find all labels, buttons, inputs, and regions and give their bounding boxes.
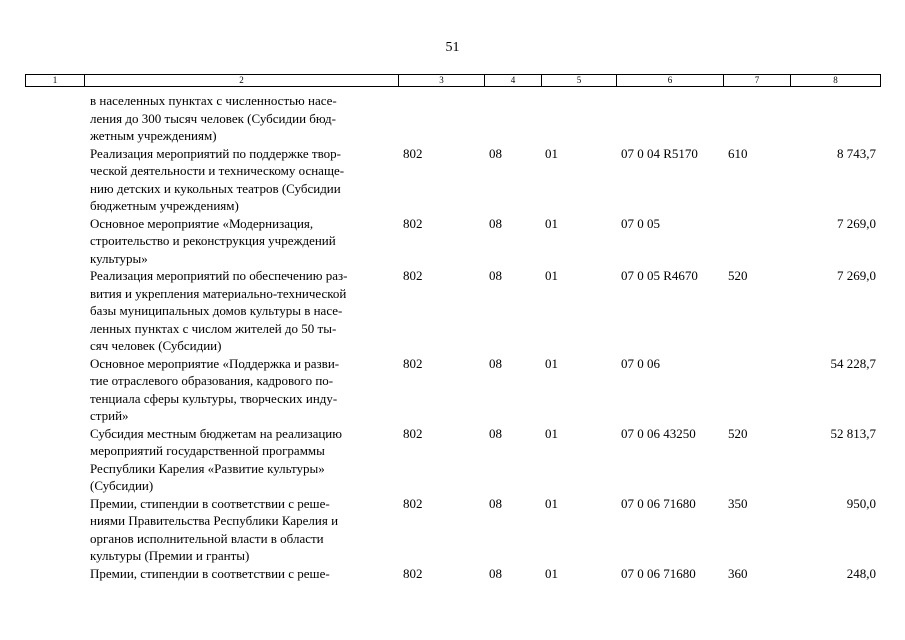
description-line: Основное мероприятие «Поддержка и разви-	[90, 355, 340, 371]
description-line: тенциала сферы культуры, творческих инду-	[90, 390, 338, 406]
description-line: культуры»	[90, 250, 148, 266]
description-line: (Субсидии)	[90, 478, 154, 493]
target-article-code: 07 0 06 43250	[621, 425, 696, 441]
description-line: вития и укрепления материально-технической	[90, 285, 347, 301]
ministry-code: 802	[403, 268, 423, 283]
description-line: тие отраслевого образования, кадрового по-	[90, 373, 334, 388]
column-number: 4	[485, 75, 542, 87]
section-code: 08	[489, 495, 502, 511]
section-code: 08	[489, 145, 502, 161]
amount: 52 813,7	[830, 425, 876, 441]
description-line: нию детских и кукольных театров (Субсидии	[90, 180, 341, 196]
description-line: Республики Карелия «Развитие культуры»	[90, 460, 325, 476]
section-code: 08	[489, 425, 502, 441]
row-description	[90, 355, 395, 425]
description-line: ниями Правительства Республики Карелия и	[90, 513, 339, 528]
ministry-code: 802	[403, 565, 423, 581]
description-line: Реализация мероприятий по обеспечению раз-	[90, 268, 348, 283]
table-row	[0, 92, 905, 145]
subsection-code: 01	[545, 425, 558, 441]
subsection-code: 01	[545, 145, 558, 161]
column-number: 6	[617, 75, 724, 87]
description-line: базы муниципальных домов культуры в насе-	[90, 303, 343, 318]
table-row	[0, 425, 905, 495]
subsection-code: 01	[545, 565, 558, 581]
table-row	[0, 267, 905, 355]
description-line: бюджетным учреждениям)	[90, 198, 239, 213]
description-line: Реализация мероприятий по поддержке твор-	[90, 145, 341, 161]
target-article-code: 07 0 05	[621, 215, 660, 231]
ministry-code: 802	[403, 425, 423, 441]
section-code: 08	[489, 355, 502, 371]
page-number: 51	[445, 40, 460, 55]
description-line: Субсидия местным бюджетам на реализацию	[90, 425, 342, 441]
column-number: 3	[399, 75, 485, 87]
section-code: 08	[489, 565, 502, 581]
expense-type-code: 360	[728, 565, 748, 581]
table-row	[0, 495, 905, 565]
table-row	[0, 145, 905, 215]
description-line: стрий»	[90, 408, 129, 423]
ministry-code: 802	[403, 145, 423, 161]
target-article-code: 07 0 06	[621, 355, 660, 371]
subsection-code: 01	[545, 268, 558, 283]
description-line: строительство и реконструкция учреждений	[90, 233, 336, 248]
expense-type-code: 350	[728, 495, 748, 511]
column-number: 7	[724, 75, 791, 87]
amount: 7 269,0	[837, 268, 876, 283]
description-line: Премии, стипендии в соответствии с реше-	[90, 495, 330, 511]
column-header-row	[26, 75, 881, 87]
description-line: Основное мероприятие «Модернизация,	[90, 215, 314, 231]
ministry-code: 802	[403, 355, 423, 371]
column-number: 2	[85, 75, 399, 87]
row-description	[90, 145, 395, 215]
row-description	[90, 495, 395, 565]
budget-table-body	[0, 92, 905, 582]
amount: 248,0	[846, 565, 876, 581]
target-article-code: 07 0 06 71680	[621, 495, 696, 511]
expense-type-code: 610	[728, 145, 748, 161]
amount: 950,0	[846, 495, 876, 511]
ministry-code: 802	[403, 495, 423, 511]
target-article-code: 07 0 05 R4670	[621, 268, 698, 283]
section-code: 08	[489, 268, 502, 283]
subsection-code: 01	[545, 495, 558, 511]
target-article-code: 07 0 04 R5170	[621, 145, 698, 161]
column-header-table	[25, 74, 881, 87]
description-line: сяч человек (Субсидии)	[90, 338, 222, 353]
section-code: 08	[489, 215, 502, 231]
description-line: Премии, стипендии в соответствии с реше-	[90, 565, 330, 581]
row-description	[90, 92, 395, 145]
amount: 8 743,7	[837, 145, 876, 161]
column-number: 5	[542, 75, 617, 87]
table-row	[0, 565, 905, 583]
row-description	[90, 425, 395, 495]
column-number: 8	[791, 75, 881, 87]
description-line: ления до 300 тысяч человек (Субсидии бюд-	[90, 110, 336, 126]
description-line: жетным учреждениям)	[90, 128, 217, 143]
column-number: 1	[26, 75, 85, 87]
description-line: ческой деятельности и техническому оснаще-	[90, 163, 345, 178]
row-description	[90, 215, 395, 268]
description-line: органов исполнительной власти в области	[90, 530, 324, 546]
expense-type-code: 520	[728, 268, 748, 283]
target-article-code: 07 0 06 71680	[621, 565, 696, 581]
table-row	[0, 215, 905, 268]
table-row	[0, 355, 905, 425]
description-line: культуры (Премии и гранты)	[90, 548, 250, 563]
description-line: мероприятий государственной программы	[90, 443, 325, 458]
row-description	[90, 267, 395, 355]
description-line: ленных пунктах с числом жителей до 50 ты-	[90, 320, 337, 336]
ministry-code: 802	[403, 215, 423, 231]
description-line: в населенных пунктах с численностью насе-	[90, 93, 337, 108]
row-description	[90, 565, 395, 583]
amount: 7 269,0	[837, 215, 876, 231]
subsection-code: 01	[545, 355, 558, 371]
expense-type-code: 520	[728, 425, 748, 441]
subsection-code: 01	[545, 215, 558, 231]
amount: 54 228,7	[830, 355, 876, 371]
